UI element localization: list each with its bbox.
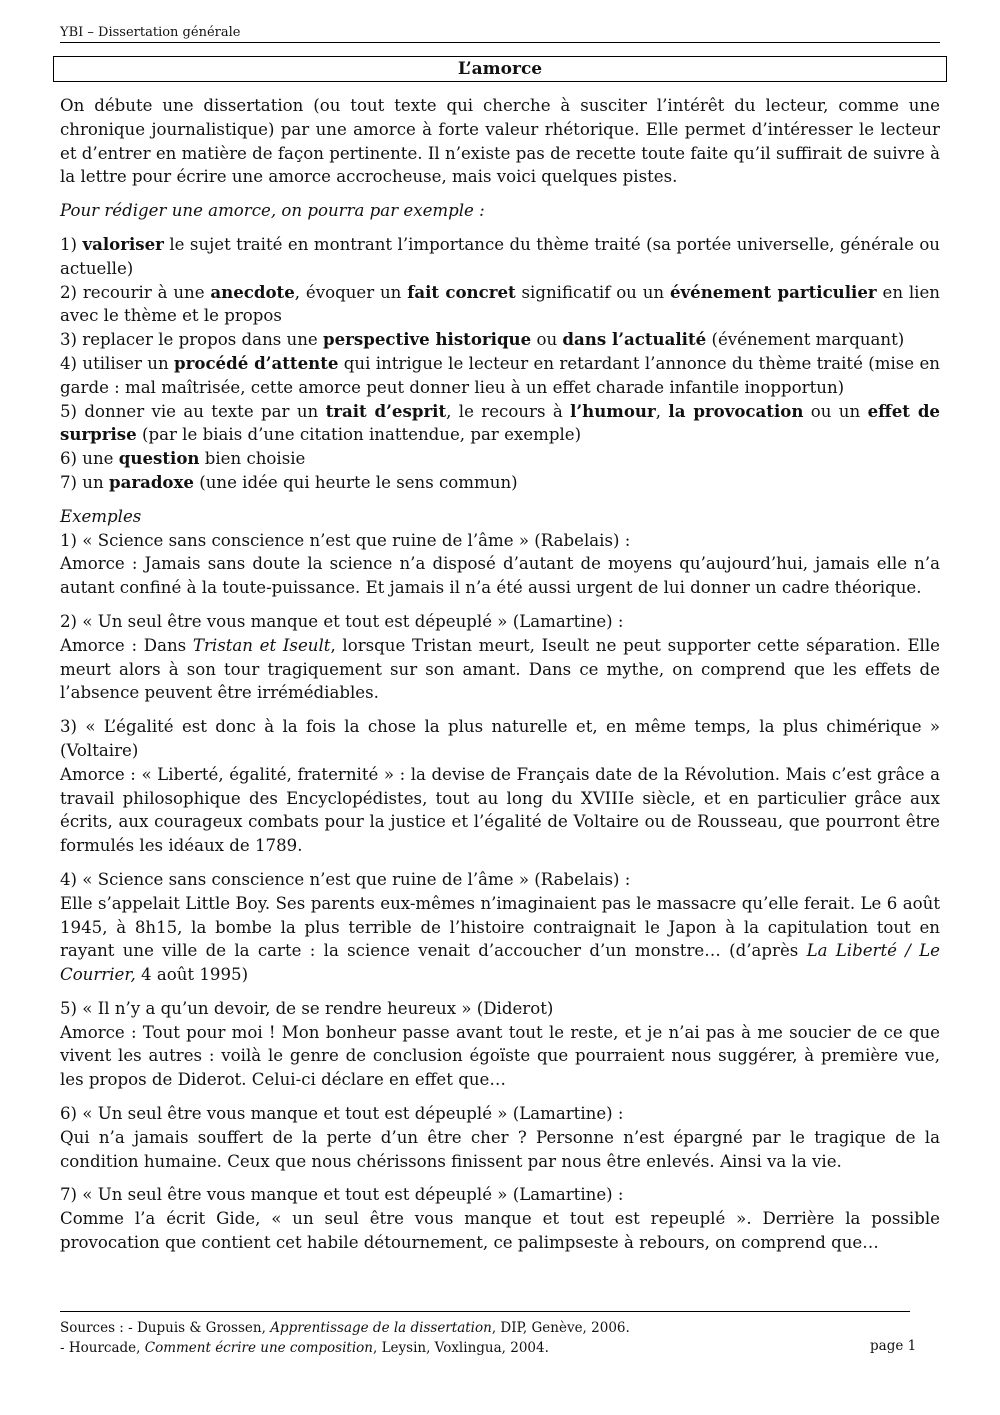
example-6-amorce: Qui n’a jamais souffert de la perte d’un être cher ? Personne n’est épargné par le tragique de la condition humaine. Ceux que nous chérissons finissent par nous être enlevés. Ainsi va la vie.	[60, 1127, 940, 1171]
example-6	[60, 1102, 940, 1173]
running-header: YBI – Dissertation générale	[60, 25, 940, 43]
example-1-amorce: Amorce : Jamais sans doute la science n’a disposé d’autant de moyens qu’aujourd’hui, jamais elle n’a autant confiné à la toute-puissance. Et jamais il n’a été aussi urgent de lui donner un cadre théorique.	[60, 554, 940, 598]
tip-4: 4) utiliser un procédé d’attente qui intrigue le lecteur en retardant l’annonce du thème traité (mise en garde : mal maîtrisée, cette amorce peut donner lieu à un effet charade infantile inopportun)	[60, 352, 940, 397]
tip-1: 1) valoriser le sujet traité en montrant l’importance du thème traité (sa portée universelle, générale ou actuelle)	[60, 233, 940, 278]
sources-footer	[60, 1318, 940, 1358]
page-title: L’amorce	[53, 56, 947, 82]
example-5-amorce: Amorce : Tout pour moi ! Mon bonheur passe avant tout le reste, et je n’ai pas à me soucier de ce que vivent les autres : voilà le genre de conclusion égoïste que pourraient nous suggérer, à première vue, les propos de Diderot. Celui-ci déclare en effet que…	[60, 1022, 940, 1090]
footer-divider	[60, 1311, 910, 1312]
tip-5: 5) donner vie au texte par un trait d’esprit, le recours à l’humour, la provocation ou un effet de surprise (par le biais d’une citation inattendue, par exemple)	[60, 400, 940, 445]
example-5-quote: 5) « Il n’y a qu’un devoir, de se rendre heureux » (Diderot)	[60, 998, 554, 1018]
example-1	[60, 505, 940, 600]
examples-heading: Exemples	[60, 506, 142, 526]
source-1: Sources : - Dupuis & Grossen, Apprentissage de la dissertation, DIP, Genève, 2006.	[60, 1320, 630, 1336]
lead-line: Pour rédiger une amorce, on pourra par exemple :	[60, 201, 485, 221]
example-3-quote: 3) « L’égalité est donc à la fois la chose la plus naturelle et, en même temps, la plus chimérique » (Voltaire)	[60, 717, 940, 760]
example-5	[60, 997, 940, 1092]
example-7-quote: 7) « Un seul être vous manque et tout est dépeuplé » (Lamartine) :	[60, 1185, 624, 1205]
tip-6: 6) une question bien choisie	[60, 448, 306, 469]
example-4-amorce: Elle s’appelait Little Boy. Ses parents eux-mêmes n’imaginaient pas le massacre qu’elle ferait. Le 6 août 1945, à 8h15, la bombe la plus terrible de l’histoire contraignait le Japon à la capitulation tout en rayant une ville de la carte : la science venait d’accoucher d’un monstre… (d’après La Liberté / Le Courrier, 4 août 1995)	[60, 893, 940, 985]
example-7-amorce: Comme l’a écrit Gide, « un seul être vous manque et tout est repeuplé ». Derrière la possible provocation que contient cet habile détournement, ce palimpseste à rebours, on comprend que…	[60, 1209, 940, 1253]
tip-3: 3) replacer le propos dans une perspective historique ou dans l’actualité (événement marquant)	[60, 329, 905, 350]
example-4	[60, 868, 940, 987]
example-3-amorce: Amorce : « Liberté, égalité, fraternité » : la devise de Français date de la Révolution. Mais c’est grâce a travail philosophique des Encyclopédistes, tout au long du XVIIIe siècle, et en particulier grâce aux écrits, aux courageux combats pour la justice et l’égalité de Voltaire ou de Rousseau, que pourront être formulés les idéaux de 1789.	[60, 764, 940, 856]
tip-2: 2) recourir à une anecdote, évoquer un fait concret significatif ou un événement particulier en lien avec le thème et le propos	[60, 281, 940, 326]
example-6-quote: 6) « Un seul être vous manque et tout est dépeuplé » (Lamartine) :	[60, 1104, 624, 1124]
example-2-quote: 2) « Un seul être vous manque et tout est dépeuplé » (Lamartine) :	[60, 611, 624, 631]
example-2-amorce: Amorce : Dans Tristan et Iseult, lorsque Tristan meurt, Iseult ne peut supporter cette séparation. Elle meurt alors à son tour tragiquement sur son amant. Dans ce mythe, on comprend que les effets de l’absence peuvent être irrémédiables.	[60, 635, 940, 703]
intro-paragraph: On débute une dissertation (ou tout texte qui cherche à susciter l’intérêt du lecteur, comme une chronique journalistique) par une amorce à forte valeur rhétorique. Elle permet d’intéresser le lecteur et d’entrer en matière de façon pertinente. Il n’existe pas de recette toute faite qu’il suffirait de suivre à la lettre pour écrire une amorce accrocheuse, mais voici quelques pistes.	[60, 96, 940, 187]
page-number: page 1	[870, 1338, 917, 1354]
tip-7: 7) un paradoxe (une idée qui heurte le sens commun)	[60, 471, 518, 492]
main-content	[60, 94, 940, 1255]
tips-list	[60, 233, 940, 495]
example-4-quote: 4) « Science sans conscience n’est que ruine de l’âme » (Rabelais) :	[60, 869, 631, 889]
source-2: - Hourcade, Comment écrire une composition, Leysin, Voxlingua, 2004.	[60, 1340, 549, 1356]
example-2	[60, 610, 940, 705]
example-7	[60, 1183, 940, 1254]
example-3	[60, 715, 940, 858]
example-1-quote: 1) « Science sans conscience n’est que ruine de l’âme » (Rabelais) :	[60, 530, 631, 550]
